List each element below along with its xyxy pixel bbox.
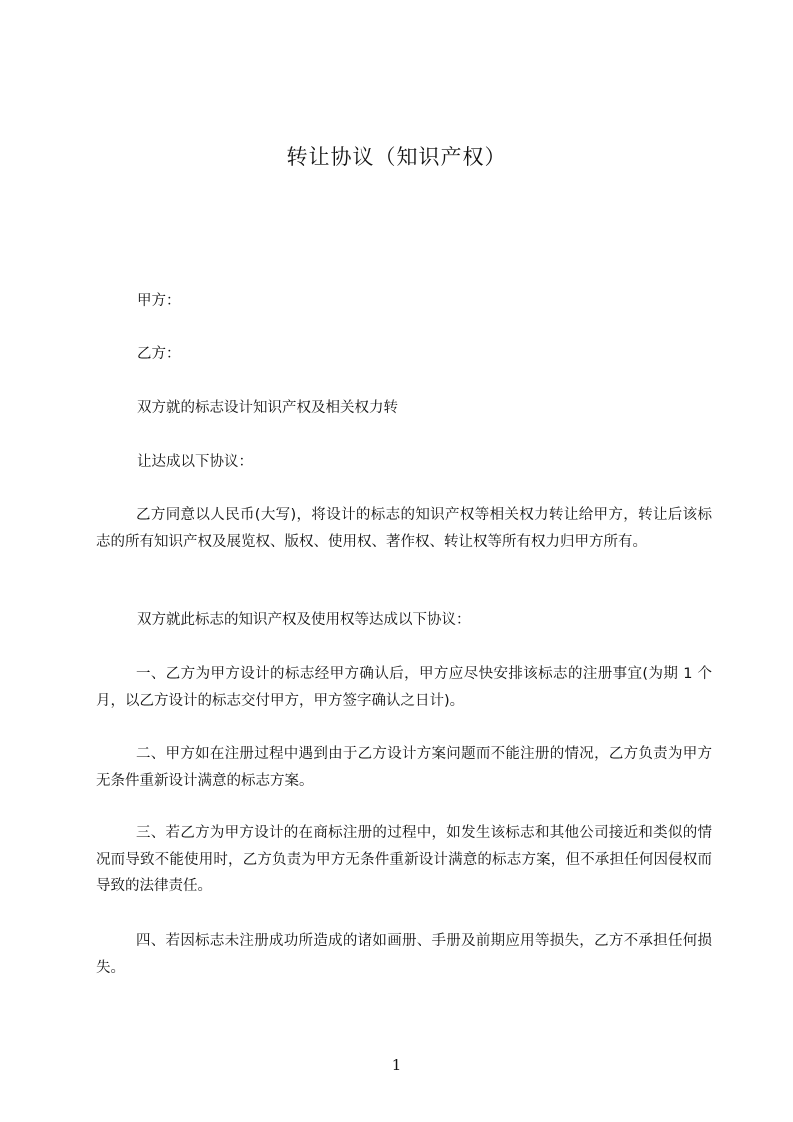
party-b-label: 乙方： bbox=[137, 346, 181, 362]
clause-4: 四、若因标志未注册成功所造成的诸如画册、手册及前期应用等损失，乙方不承担任何损失。 bbox=[96, 933, 712, 976]
clause-2: 二、甲方如在注册过程中遇到由于乙方设计方案问题而不能注册的情况，乙方负责为甲方无条件重新设计满意的标志方案。 bbox=[96, 746, 712, 789]
agreement-paragraph: 双方就此标志的知识产权及使用权等达成以下协议： bbox=[137, 612, 471, 628]
intro-line-1: 双方就的标志设计知识产权及相关权力转 bbox=[137, 400, 398, 416]
intro-line-2: 让达成以下协议： bbox=[137, 454, 253, 470]
clause-1: 一、乙方为甲方设计的标志经甲方确认后，甲方应尽快安排该标志的注册事宜(为期 1 个月，以乙方设计的标志交付甲方，甲方签字确认之日计)。 bbox=[96, 666, 712, 709]
document-title: 转让协议（知识产权） bbox=[286, 145, 507, 169]
page-number: 1 bbox=[391, 1056, 402, 1074]
transfer-paragraph: 乙方同意以人民币(大写)，将设计的标志的知识产权等相关权力转让给甲方，转让后该标志的所有知识产权及展览权、版权、使用权、著作权、转让权等所有权力归甲方所有。 bbox=[96, 507, 712, 550]
clause-3: 三、若乙方为甲方设计的在商标注册的过程中，如发生该标志和其他公司接近和类似的情况而导致不能使用时，乙方负责为甲方无条件重新设计满意的标志方案，但不承担任何因侵权而导致的法律责任。 bbox=[96, 825, 712, 894]
party-a-label: 甲方： bbox=[137, 293, 181, 309]
